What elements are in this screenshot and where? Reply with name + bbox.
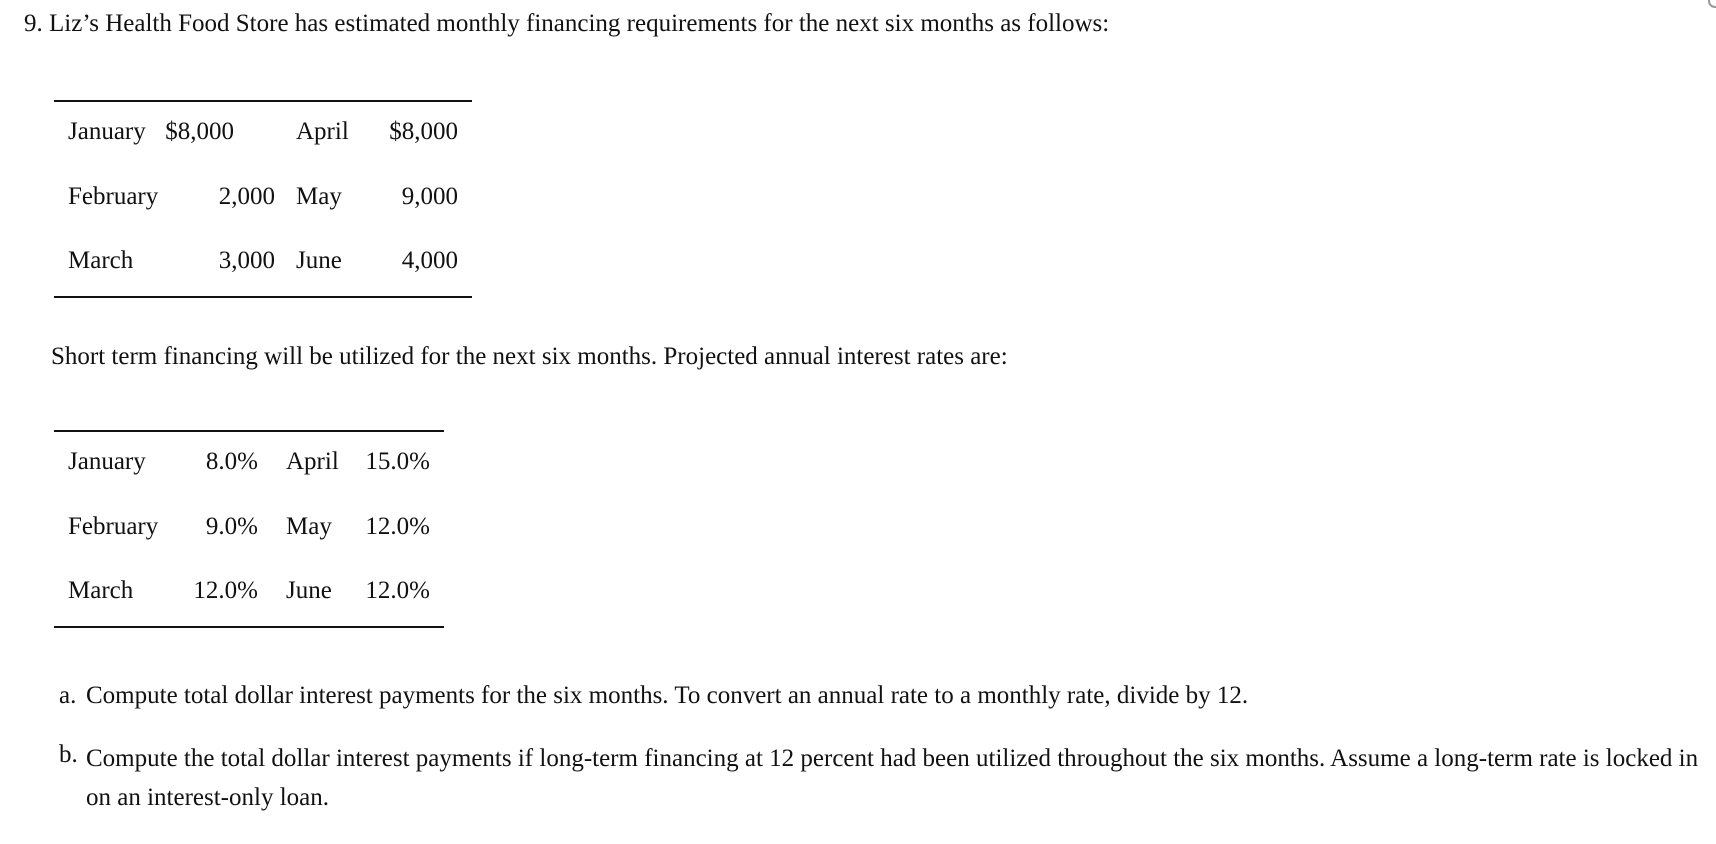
table-cell-month: June [296, 247, 342, 274]
table-cell-amount: $8,000 [389, 118, 458, 145]
rates-intro-text: Short term financing will be utilized for the next six months. Projected annual interest rates are: [51, 343, 1008, 370]
table-cell-month: April [286, 448, 339, 475]
question-letter: b. [59, 741, 78, 768]
table-cell-amount: 9,000 [401, 183, 458, 210]
table-cell-month: May [286, 513, 332, 540]
table-cell-rate: 12.0% [365, 577, 430, 604]
corner-circle-icon [1708, 0, 1716, 8]
table-cell-rate: 9.0% [205, 513, 258, 540]
table-cell-month: May [296, 183, 342, 210]
financing-requirements-table [54, 100, 472, 298]
table-cell-rate: 12.0% [193, 577, 258, 604]
table-cell-month: March [68, 247, 134, 274]
interest-rates-table [54, 430, 444, 628]
table-cell-month: February [68, 183, 159, 210]
table-cell-amount: 2,000 [218, 183, 275, 210]
table-cell-month: February [68, 513, 159, 540]
table-cell-amount: 4,000 [401, 247, 458, 274]
table-cell-amount: 3,000 [218, 247, 275, 274]
table-cell-rate: 15.0% [365, 448, 430, 475]
table-cell-month: January [68, 448, 146, 475]
table-cell-month: January [68, 118, 146, 145]
question-text: Compute the total dollar interest payments if long-term financing at 12 percent had been utilized throughout the six months. Assume a long-term rate is locked in on an interest-only loan. [86, 745, 1699, 811]
table-cell-month: June [286, 577, 332, 604]
problem-statement: 9. Liz’s Health Food Store has estimated monthly financing requirements for the next six months as follows: [24, 10, 1110, 37]
table-cell-amount: $8,000 [165, 118, 234, 145]
table-cell-rate: 8.0% [205, 448, 258, 475]
table-cell-rate: 12.0% [365, 513, 430, 540]
table-cell-month: March [68, 577, 134, 604]
question-letter: a. [59, 682, 77, 709]
question-text: Compute total dollar interest payments for the six months. To convert an annual rate to a monthly rate, divide by 12. [86, 682, 1249, 709]
table-cell-month: April [296, 118, 349, 145]
